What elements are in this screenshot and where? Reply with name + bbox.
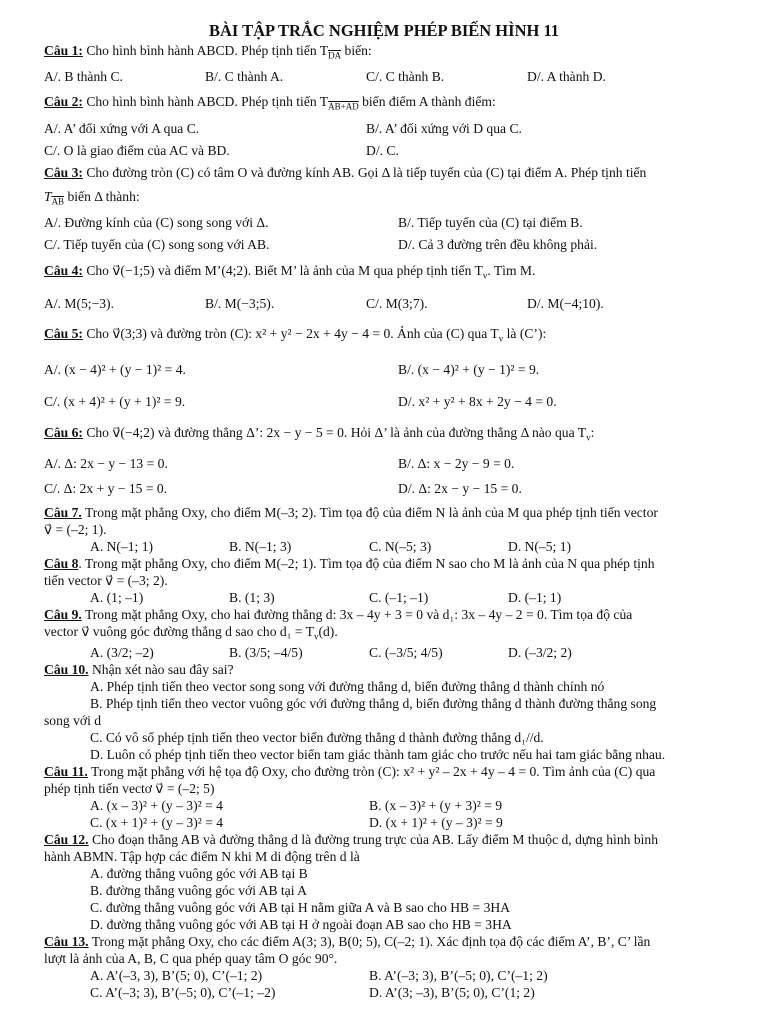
option-a: A/. Δ: 2x − y − 13 = 0.	[44, 456, 168, 471]
option-c: C. A’(–3; 3), B’(–5; 0), C’(–1; –2)	[90, 985, 276, 1000]
page-title: BÀI TẬP TRẮC NGHIỆM PHÉP BIẾN HÌNH 11	[208, 21, 560, 40]
option-c: C/. (x + 4)² + (y + 1)² = 9.	[44, 394, 186, 409]
question-label: Câu 4:	[44, 263, 83, 278]
question-11	[44, 763, 655, 780]
option-d: D/. A thành D.	[527, 69, 606, 84]
option-d: D. N(–5; 1)	[508, 539, 572, 554]
question-9	[44, 606, 632, 623]
option-d: D. (–1; 1)	[508, 590, 562, 605]
option-d: D. (–3/2; 2)	[508, 645, 572, 660]
question-7	[44, 504, 658, 521]
option-a: A. (x – 3)² + (y – 3)² = 4	[90, 798, 223, 813]
question-tail: :	[590, 425, 595, 440]
option-b: B/. C thành A.	[205, 69, 284, 84]
question-text: Cho đoạn thẳng AB và đường thẳng d là đường trung trực của AB. Lấy điểm M thuộc d, dựng hình bình	[91, 832, 658, 847]
vector-subscript: v	[482, 270, 488, 281]
question-text: Cho hình bình hành ABCD. Phép tịnh tiến T	[86, 43, 329, 58]
question-text: Cho đường tròn (C) có tâm O và đường kính AB. Gọi Δ là tiếp tuyến của (C) tại điểm A. Phép tịnh tiến	[86, 165, 647, 180]
question-13	[44, 933, 650, 950]
translation-symbol: T	[44, 189, 52, 204]
option-d: D. Luôn có phép tịnh tiến theo vector biến tam giác thành tam giác cho trước nếu hai tam giác bằng nhau.	[90, 747, 666, 762]
option-c: C. đường thẳng vuông góc với AB tại H nằm giữa A và B sao cho HB = 3HA	[90, 900, 511, 915]
question-label: Câu 7.	[44, 505, 82, 520]
option-c: C. (x + 1)² + (y – 3)² = 4	[90, 815, 224, 830]
question-label: Câu 12.	[44, 832, 89, 847]
question-tail: biến điểm A thành điểm:	[362, 94, 496, 109]
question-tail: (d).	[318, 624, 338, 639]
question-10	[44, 661, 234, 678]
question-label: Câu 13.	[44, 934, 89, 949]
question-1	[44, 42, 372, 59]
vector-subscript: AB+AD	[328, 101, 359, 112]
option-b: B. N(–1; 3)	[229, 539, 292, 554]
option-b: B. (1; 3)	[229, 590, 275, 605]
question-label: Câu 8	[44, 556, 79, 571]
question-text: Cho v⃗(3;3) và đường tròn (C): x² + y² − 2x + 4y − 4 = 0. Ảnh của (C) qua T	[86, 326, 499, 341]
option-a: A/. Đường kính của (C) song song với Δ.	[44, 215, 269, 230]
option-d: D/. M(−4;10).	[527, 296, 604, 311]
vector-subscript: v	[313, 631, 319, 642]
question-label: Câu 6:	[44, 425, 83, 440]
option-b: B/. M(−3;5).	[205, 296, 275, 311]
question-6	[44, 424, 594, 441]
question-text: Cho v⃗(−4;2) và đường thẳng Δ’: 2x − y − 5 = 0. Hỏi Δ’ là ảnh của đường thẳng Δ nào qua T	[86, 425, 587, 440]
option-c: C/. M(3;7).	[366, 296, 428, 311]
question-3-line-2	[44, 188, 140, 205]
question-text: Nhận xét nào sau đây sai?	[91, 662, 234, 677]
option-d: D. đường thẳng vuông góc với AB tại H ở ngoài đoạn AB sao cho HB = 3HA	[90, 917, 512, 932]
option-a: A. đường thẳng vuông góc với AB tại B	[90, 866, 308, 881]
option-d: D/. C.	[366, 143, 399, 158]
question-label: Câu 3:	[44, 165, 83, 180]
option-b: B. (3/5; –4/5)	[229, 645, 303, 660]
question-label: Câu 11.	[44, 764, 88, 779]
option-b: B. A’(–3; 3), B’(–5; 0), C’(–1; 2)	[369, 968, 548, 983]
option-a: A. (3/2; –2)	[90, 645, 154, 660]
option-c: C/. Tiếp tuyến của (C) song song với AB.	[44, 237, 270, 252]
question-11-line-2: phép tịnh tiến vectơ v⃗ = (–2; 5)	[44, 781, 215, 796]
question-13-line-2: lượt là ảnh của A, B, C qua phép quay tâm O góc 90°.	[44, 951, 338, 966]
question-label: Câu 9.	[44, 607, 82, 622]
option-d: D/. x² + y² + 8x + 2y − 4 = 0.	[398, 394, 557, 409]
option-c: C. (–1; –1)	[369, 590, 429, 605]
question-tail: . Tìm M.	[487, 263, 536, 278]
option-a: A/. B thành C.	[44, 69, 123, 84]
option-c: C. N(–5; 3)	[369, 539, 432, 554]
question-text: . Trong mặt phẳng Oxy, cho điểm M(–2; 1). Tìm tọa độ của điểm N sao cho M là ảnh của N qua phép tịnh	[78, 556, 655, 571]
question-tail: là (C’):	[506, 326, 547, 341]
option-b: B/. (x − 4)² + (y − 1)² = 9.	[398, 362, 540, 377]
question-tail: biến Δ thành:	[67, 189, 140, 204]
question-text: Trong mặt phẳng Oxy, cho hai đường thẳng d: 3x – 4y + 3 = 0 và d₁: 3x – 4y – 2 = 0. Tìm tọa độ của	[84, 607, 633, 622]
option-d: D/. Cả 3 đường trên đều không phải.	[398, 237, 598, 252]
vector-subscript: v	[498, 333, 504, 344]
question-5	[44, 325, 546, 342]
question-3	[44, 164, 646, 181]
question-text: Trong mặt phẳng với hệ tọa độ Oxy, cho đường tròn (C): x² + y² – 2x + 4y – 4 = 0. Tìm ảnh của (C) qua	[90, 764, 656, 779]
question-12	[44, 831, 658, 848]
question-label: Câu 5:	[44, 326, 83, 341]
question-7-line-2: v⃗ = (–2; 1).	[44, 522, 107, 537]
option-d: D/. Δ: 2x − y − 15 = 0.	[398, 481, 522, 496]
option-c: C. (–3/5; 4/5)	[369, 645, 443, 660]
vector-subscript: AB	[51, 196, 65, 207]
option-b: B. đường thẳng vuông góc với AB tại A	[90, 883, 307, 898]
option-b: B/. Tiếp tuyến của (C) tại điểm B.	[398, 215, 583, 230]
option-c: C. Có vô số phép tịnh tiến theo vector biến đường thẳng d thành đường thẳng d₁//d.	[90, 730, 544, 745]
question-label: Câu 2:	[44, 94, 83, 109]
vector-subscript: DA	[328, 50, 342, 61]
option-c: C/. C thành B.	[366, 69, 445, 84]
option-b: B/. A’ đối xứng với D qua C.	[366, 121, 522, 136]
question-text: Cho hình bình hành ABCD. Phép tịnh tiến T	[86, 94, 329, 109]
option-d: D. A’(3; –3), B’(5; 0), C’(1; 2)	[369, 985, 535, 1000]
option-a: A/. M(5;−3).	[44, 296, 114, 311]
question-label: Câu 10.	[44, 662, 89, 677]
question-text: Trong mặt phẳng Oxy, cho điểm M(–3; 2). Tìm tọa độ của điểm N là ảnh của M qua phép tịnh tiến vector	[84, 505, 658, 520]
question-label: Câu 1:	[44, 43, 83, 58]
option-c: C/. Δ: 2x + y − 15 = 0.	[44, 481, 168, 496]
option-d: D. (x + 1)² + (y – 3)² = 9	[369, 815, 503, 830]
question-text: Cho v⃗(−1;5) và điểm M’(4;2). Biết M’ là ảnh của M qua phép tịnh tiến T	[86, 263, 483, 278]
option-a: A. A’(–3, 3), B’(5; 0), C’(–1; 2)	[90, 968, 263, 983]
option-a: A. Phép tịnh tiến theo vector song song với đường thẳng d, biến đường thẳng d thành chính nó	[90, 679, 605, 694]
question-4	[44, 262, 535, 279]
option-a: A/. (x − 4)² + (y − 1)² = 4.	[44, 362, 186, 377]
option-b: B. Phép tịnh tiến theo vector vuông góc với đường thẳng d, biến đường thẳng d thành đường thẳng song	[90, 696, 657, 711]
question-8	[44, 555, 655, 572]
option-b-line-2: song với d	[44, 713, 102, 728]
option-a: A. N(–1; 1)	[90, 539, 154, 554]
option-a: A/. A’ đối xứng với A qua C.	[44, 121, 200, 136]
option-a: A. (1; –1)	[90, 590, 144, 605]
question-12-line-2: hành ABMN. Tập hợp các điểm N khi M di động trên d là	[44, 849, 360, 864]
question-tail: biến:	[344, 43, 372, 58]
question-9-line-2	[44, 623, 338, 640]
question-2	[44, 93, 496, 110]
question-8-line-2: tiến vector v⃗ = (–3; 2).	[44, 573, 168, 588]
question-text: Trong mặt phẳng Oxy, cho các điểm A(3; 3), B(0; 5), C(–2; 1). Xác định tọa độ các điểm A’, B’, C’ lần	[91, 934, 651, 949]
question-text: vector v⃗ vuông góc đường thẳng d sao cho d₁ = T	[44, 624, 314, 639]
option-b: B. (x – 3)² + (y + 3)² = 9	[369, 798, 503, 813]
option-b: B/. Δ: x − 2y − 9 = 0.	[398, 456, 515, 471]
option-c: C/. O là giao điểm của AC và BD.	[44, 143, 230, 158]
vector-subscript: v	[586, 432, 591, 443]
